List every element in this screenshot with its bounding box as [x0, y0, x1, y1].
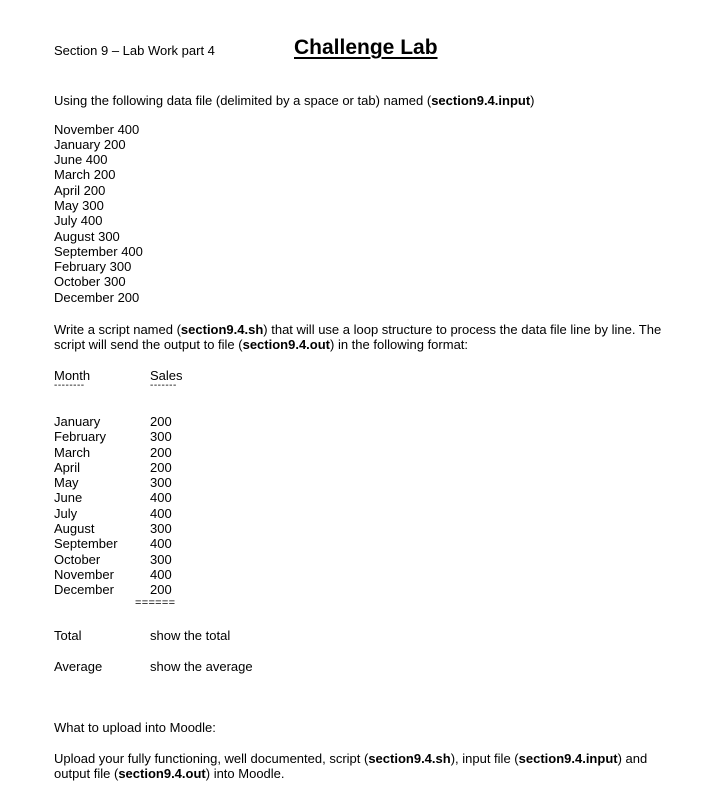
- input-data-line: July 400: [54, 213, 103, 229]
- month-cell: January: [54, 414, 101, 429]
- month-cell: December: [54, 582, 114, 598]
- section-label: Section 9 – Lab Work part 4: [54, 43, 215, 58]
- month-column: [54, 414, 118, 598]
- month-cell: April: [54, 459, 81, 475]
- month-cell: September: [54, 536, 118, 552]
- month-cell: August: [54, 521, 95, 537]
- input-data-line: February 300: [54, 259, 132, 275]
- sales-cell: 200: [150, 444, 172, 460]
- input-data-line: October 300: [54, 274, 126, 290]
- sales-cell: 300: [150, 551, 172, 567]
- input-data-line: September 400: [54, 243, 143, 259]
- month-cell: May: [54, 475, 79, 491]
- month-dashes: --------: [54, 380, 85, 391]
- instructions-line-2: script will send the output to file (section9.4.out) in the following format:: [54, 337, 469, 352]
- equals-separator: ======: [135, 597, 176, 609]
- sales-dashes: -------: [150, 380, 177, 391]
- sales-cell: 400: [150, 566, 172, 582]
- upload-line-2: output file (section9.4.out) into Moodle.: [54, 766, 285, 781]
- input-data-line: November 400: [54, 121, 140, 137]
- total-value: show the total: [150, 628, 231, 643]
- average-label: Average: [54, 659, 103, 674]
- sales-cell: 300: [150, 475, 172, 491]
- input-data-line: June 400: [54, 152, 108, 168]
- input-data-line: January 200: [54, 136, 126, 152]
- input-data-line: May 300: [54, 197, 104, 213]
- sales-cell: 200: [150, 414, 172, 429]
- month-cell: October: [54, 551, 101, 567]
- input-data-line: December 200: [54, 289, 140, 305]
- sales-cell: 200: [150, 459, 172, 475]
- input-data-line: April 200: [54, 182, 106, 198]
- month-cell: June: [54, 490, 83, 506]
- total-label: Total: [54, 628, 82, 643]
- month-header: Month: [54, 368, 91, 383]
- sales-cell: 300: [150, 429, 172, 445]
- sales-cell: 400: [150, 505, 172, 521]
- input-data-line: March 200: [54, 167, 116, 183]
- sales-cell: 400: [150, 536, 172, 552]
- month-cell: July: [54, 505, 78, 521]
- sales-column: [150, 414, 172, 598]
- month-cell: February: [54, 429, 107, 445]
- input-data-line: August 300: [54, 228, 120, 244]
- upload-heading: What to upload into Moodle:: [54, 720, 216, 735]
- sales-cell: 400: [150, 490, 172, 506]
- average-value: show the average: [150, 659, 253, 674]
- sales-cell: 200: [150, 582, 172, 598]
- month-cell: March: [54, 444, 91, 460]
- intro-text: Using the following data file (delimited by a space or tab) named (section9.4.input): [54, 93, 535, 108]
- upload-line-1: Upload your fully functioning, well documented, script (section9.4.sh), input file (section9.4.input) and: [54, 751, 648, 766]
- month-cell: November: [54, 566, 114, 582]
- sales-cell: 300: [150, 521, 172, 537]
- page-title: Challenge Lab: [294, 36, 438, 59]
- instructions-line-1: Write a script named (section9.4.sh) that will use a loop structure to process the data file line by line. The: [54, 322, 662, 337]
- sales-header: Sales: [150, 368, 183, 383]
- input-data-list: [54, 122, 143, 306]
